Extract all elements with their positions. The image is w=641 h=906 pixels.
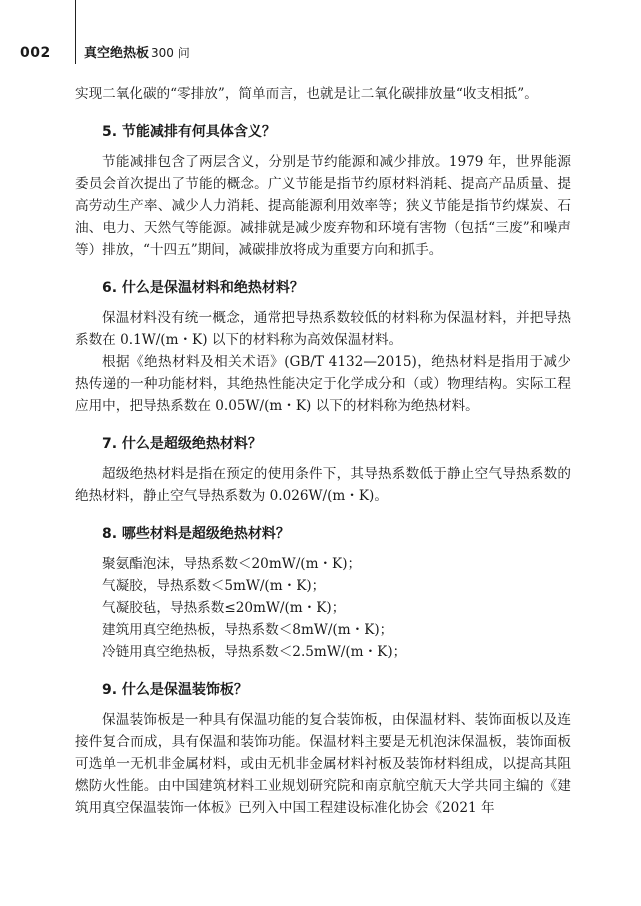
running-header xyxy=(20,42,190,62)
material-list-item: 气凝胶毡，导热系数≤20mW/(m・K)； xyxy=(102,600,346,616)
material-list-item: 建筑用真空绝热板，导热系数＜8mW/(m・K)； xyxy=(102,622,394,638)
section-5-paragraph: 节能减排包含了两层含义，分别是节约能源和减少排放。1979 年，世界能源委员会首次提出了节能的概念。广义节能是指节约原材料消耗、提高产品质量、提高劳动生产率、减少人力消耗、提高能源利用效率等；狭义节能是指节约煤炭、石油、电力、天然气等能源。减排就是减少废弃物和环境有害物（包括“三废”和噪声等）排放，“十四五”期间，减碳排放将成为重要方向和抓手。 xyxy=(75,154,571,258)
material-list-item: 冷链用真空绝热板，导热系数＜2.5mW/(m・K)； xyxy=(102,644,407,660)
intro-paragraph: 实现二氧化碳的“零排放”，简单而言，也就是让二氧化碳排放量“收支相抵”。 xyxy=(75,86,538,102)
section-heading-9: 9. 什么是保温装饰板？ xyxy=(102,682,248,698)
section-heading-6: 6. 什么是保温材料和绝热材料？ xyxy=(102,280,304,296)
section-6-paragraph-1: 保温材料没有统一概念，通常把导热系数较低的材料称为保温材料，并把导热系数在 0.1W/(m・K) 以下的材料称为高效保温材料。 xyxy=(75,310,571,348)
section-7-paragraph: 超级绝热材料是指在预定的使用条件下，其导热系数低于静止空气导热系数的绝热材料，静止空气导热系数为 0.026W/(m・K)。 xyxy=(75,466,571,504)
page-body xyxy=(75,83,571,819)
material-list-item: 气凝胶，导热系数＜5mW/(m・K)； xyxy=(102,578,326,594)
book-title xyxy=(84,42,190,61)
section-6-paragraph-2: 根据《绝热材料及相关术语》(GB/T 4132—2015)，绝热材料是指用于减少热传递的一种功能材料，其绝热性能决定于化学成分和（或）物理结构。实际工程应用中，把导热系数在 0.05W/(m・K) 以下的材料称为绝热材料。 xyxy=(75,354,571,414)
section-heading-7: 7. 什么是超级绝热材料？ xyxy=(102,436,262,452)
book-title-count: 300 问 xyxy=(151,46,190,60)
section-heading-5: 5. 节能减排有何具体含义？ xyxy=(102,124,276,140)
book-title-text: 真空绝热板 xyxy=(84,46,150,61)
material-list-item: 聚氨酯泡沫，导热系数＜20mW/(m・K)； xyxy=(102,556,362,572)
page-number: 002 xyxy=(20,45,51,61)
section-heading-8: 8. 哪些材料是超级绝热材料？ xyxy=(102,526,290,542)
section-9-paragraph: 保温装饰板是一种具有保温功能的复合装饰板，由保温材料、装饰面板以及连接件复合而成，具有保温和装饰功能。保温材料主要是无机泡沫保温板，装饰面板可选单一无机非金属材料，或由无机非金属材料衬板及装饰材料组成，以提高其阻燃防火性能。由中国建筑材料工业规划研究院和南京航空航天大学共同主编的《建筑用真空保温装饰一体板》已列入中国工程建设标准化协会《2021 年 xyxy=(75,712,571,816)
